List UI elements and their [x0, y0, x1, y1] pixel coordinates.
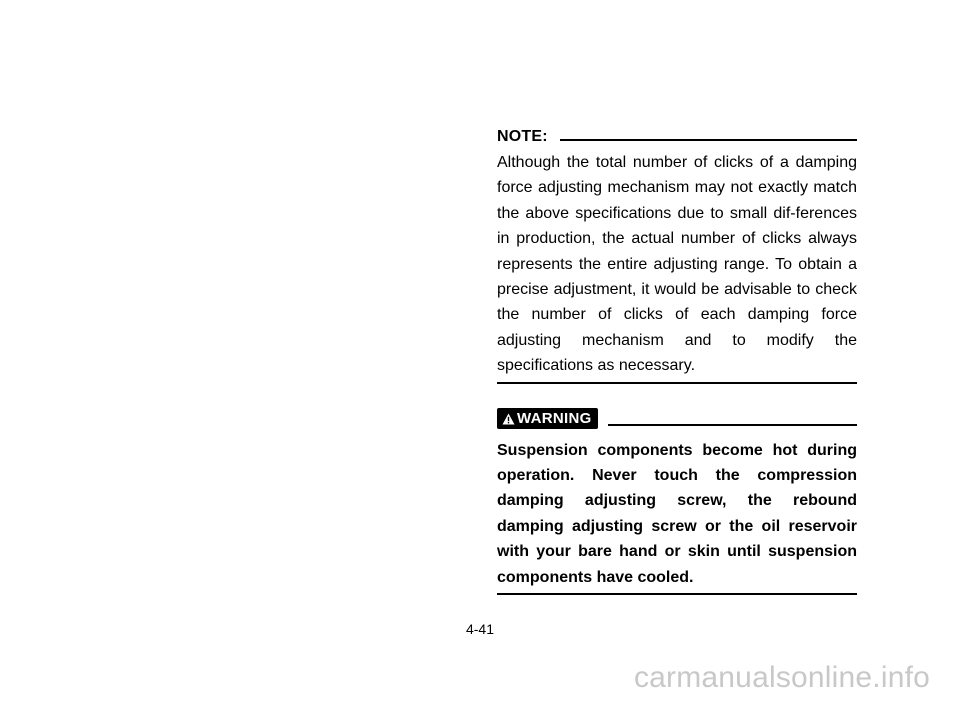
warning-end-rule — [497, 593, 857, 595]
note-heading-rule — [560, 139, 857, 141]
warning-heading-rule — [608, 424, 857, 426]
warning-block — [497, 406, 857, 595]
note-label: NOTE: — [497, 128, 548, 145]
warning-triangle-icon — [502, 413, 515, 425]
content-column — [497, 124, 857, 595]
warning-text: Suspension components become hot during operation. Never touch the compression damping adjusting screw, the rebound damping adjusting screw or the oil reservoir with your bare hand or skin until suspension components have cooled. — [497, 441, 857, 586]
note-text: Although the total number of clicks of a damping force adjusting mechanism may not exactly match the above specifications due to small dif-ferences in production, the actual number of clicks always represents the entire adjusting range. To obtain a precise adjustment, it would be advisable to check the number of clicks of each damping force adjusting mechanism and to modify the specifications as necessary. — [497, 154, 857, 375]
warning-heading — [497, 406, 857, 432]
warning-badge — [497, 408, 598, 429]
watermark: carmanualsonline.info — [633, 661, 930, 694]
page-number — [0, 621, 960, 637]
page-number-text: 4-41 — [465, 621, 495, 637]
note-end-rule — [497, 382, 857, 384]
note-heading — [497, 124, 857, 150]
warning-label: WARNING — [517, 410, 592, 428]
